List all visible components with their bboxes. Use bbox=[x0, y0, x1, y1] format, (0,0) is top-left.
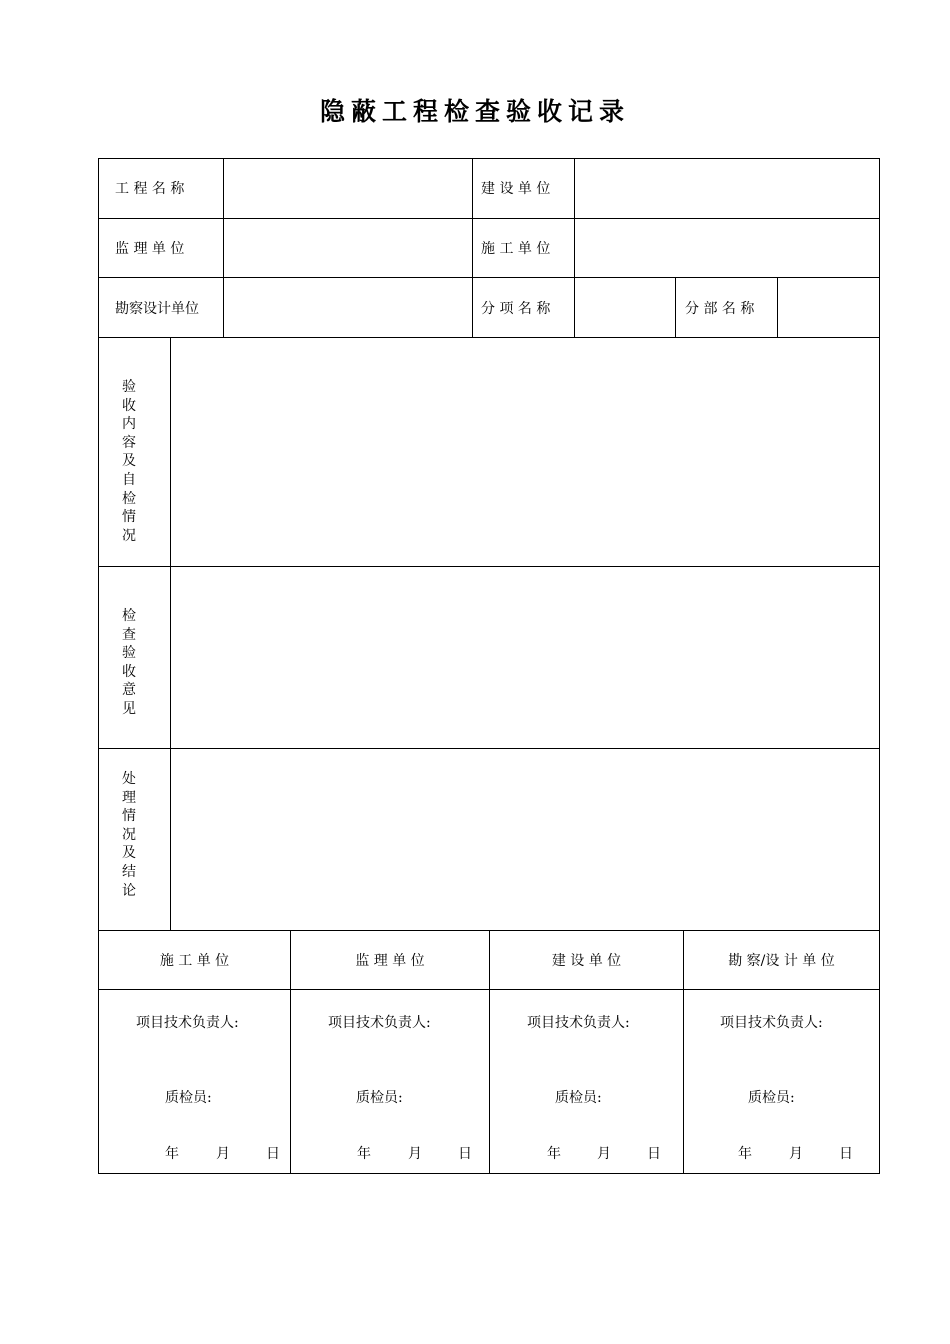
section-label-char: 意 bbox=[122, 682, 136, 699]
project-name-label: 工 程 名 称 bbox=[115, 181, 185, 197]
year-label: 年 bbox=[738, 1146, 752, 1162]
sub-item-field[interactable] bbox=[575, 278, 675, 337]
tech-lead-label: 项目技术负责人: bbox=[720, 1015, 823, 1031]
supervision-field[interactable] bbox=[224, 219, 472, 277]
sub-item-label: 分 项 名 称 bbox=[481, 300, 551, 317]
acceptance-opinion-field[interactable] bbox=[171, 567, 879, 748]
tech-lead-label: 项目技术负责人: bbox=[527, 1015, 630, 1031]
section-label-char: 验 bbox=[122, 379, 136, 395]
inspector-label: 质检员: bbox=[555, 1090, 602, 1106]
contractor-label: 施 工 单 位 bbox=[481, 241, 551, 257]
section-label-char: 及 bbox=[122, 845, 136, 862]
section-label-char: 况 bbox=[122, 527, 136, 544]
inspector-label: 质检员: bbox=[165, 1090, 212, 1106]
month-label: 月 bbox=[216, 1146, 230, 1162]
tech-lead-label: 项目技术负责人: bbox=[328, 1015, 431, 1031]
inspection-content-label bbox=[99, 378, 159, 545]
section-label-char: 理 bbox=[122, 789, 136, 806]
section-label-char: 况 bbox=[122, 826, 136, 843]
construction-owner-field[interactable] bbox=[575, 159, 879, 218]
sub-division-field[interactable] bbox=[778, 278, 879, 337]
inspection-content-field[interactable] bbox=[171, 338, 879, 566]
day-label: 日 bbox=[458, 1146, 472, 1162]
construction-owner-label: 建 设 单 位 bbox=[481, 181, 551, 197]
sig-heading-contractor: 施 工 单 位 bbox=[159, 953, 230, 969]
section-label-char: 验 bbox=[122, 645, 136, 662]
survey-design-field[interactable] bbox=[224, 278, 472, 337]
day-label: 日 bbox=[266, 1146, 280, 1162]
year-label: 年 bbox=[547, 1146, 561, 1162]
section-label-char: 内 bbox=[122, 416, 136, 433]
section-label-char: 容 bbox=[122, 434, 136, 451]
section-label-char: 论 bbox=[122, 882, 136, 899]
section-label-char: 情 bbox=[122, 509, 136, 526]
sig-heading-survey-design: 勘 察/设 计 单 位 bbox=[728, 953, 835, 969]
page-title: 隐蔽工程检查验收记录 bbox=[319, 97, 630, 126]
table-border-right bbox=[879, 158, 880, 1174]
inspector-label: 质检员: bbox=[356, 1090, 403, 1106]
sig-heading-supervision: 监 理 单 位 bbox=[355, 953, 425, 969]
section-label-char: 检 bbox=[122, 490, 136, 507]
section-label-char: 检 bbox=[122, 608, 136, 624]
sig-heading-owner: 建 设 单 位 bbox=[551, 953, 622, 969]
section-label-char: 处 bbox=[122, 771, 136, 787]
section-label-char: 收 bbox=[122, 663, 136, 680]
day-label: 日 bbox=[647, 1146, 661, 1162]
inspector-label: 质检员: bbox=[748, 1090, 795, 1106]
project-name-field[interactable] bbox=[224, 159, 472, 218]
year-label: 年 bbox=[357, 1146, 371, 1162]
day-label: 日 bbox=[839, 1146, 853, 1162]
col-divider bbox=[675, 277, 676, 338]
sub-division-label: 分 部 名 称 bbox=[685, 300, 755, 317]
section-label-char: 自 bbox=[122, 471, 136, 488]
survey-design-label: 勘察设计单位 bbox=[115, 300, 199, 317]
section-label-char: 及 bbox=[122, 453, 136, 470]
acceptance-opinion-label bbox=[99, 607, 159, 719]
handling-conclusion-label bbox=[99, 770, 159, 900]
month-label: 月 bbox=[789, 1146, 803, 1162]
section-label-char: 收 bbox=[122, 397, 136, 414]
col-divider bbox=[472, 158, 473, 338]
month-label: 月 bbox=[597, 1146, 611, 1162]
section-label-char: 结 bbox=[122, 863, 136, 880]
contractor-field[interactable] bbox=[575, 219, 879, 277]
section-label-char: 情 bbox=[122, 808, 136, 825]
handling-conclusion-field[interactable] bbox=[171, 749, 879, 930]
tech-lead-label: 项目技术负责人: bbox=[136, 1015, 239, 1031]
month-label: 月 bbox=[408, 1146, 422, 1162]
supervision-label: 监 理 单 位 bbox=[115, 241, 185, 257]
section-label-char: 查 bbox=[122, 626, 136, 643]
section-label-char: 见 bbox=[122, 700, 136, 717]
year-label: 年 bbox=[165, 1146, 179, 1162]
